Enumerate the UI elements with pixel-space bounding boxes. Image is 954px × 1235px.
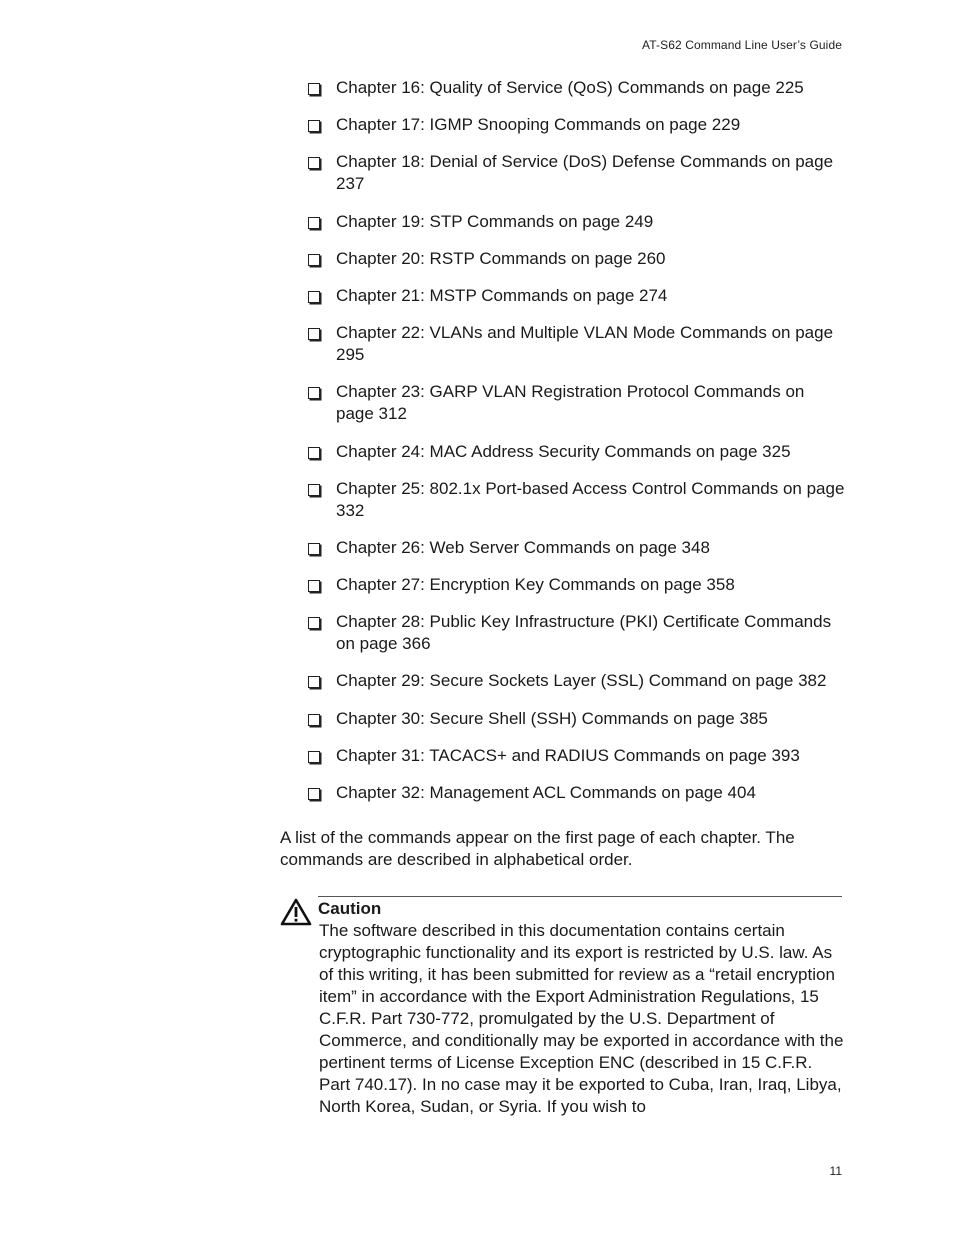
checkbox-icon bbox=[308, 543, 320, 555]
chapter-list-item bbox=[306, 211, 846, 233]
chapter-link-text[interactable]: Chapter 26: Web Server Commands on page 348 bbox=[336, 537, 710, 557]
checkbox-icon bbox=[308, 714, 320, 726]
chapter-list-item bbox=[306, 441, 846, 463]
chapter-list-item bbox=[306, 77, 846, 99]
checkbox-icon bbox=[308, 291, 320, 303]
chapter-link-text[interactable]: Chapter 23: GARP VLAN Registration Protocol Commands on page 312 bbox=[336, 382, 805, 424]
chapter-list-item bbox=[306, 611, 846, 655]
chapter-list-item bbox=[306, 537, 846, 559]
chapter-link-text[interactable]: Chapter 25: 802.1x Port-based Access Control Commands on page 332 bbox=[336, 478, 845, 520]
chapter-link-text[interactable]: Chapter 30: Secure Shell (SSH) Commands on page 385 bbox=[336, 708, 768, 728]
checkbox-icon bbox=[308, 120, 320, 132]
chapter-list-item bbox=[306, 151, 846, 195]
chapter-link-text[interactable]: Chapter 27: Encryption Key Commands on page 358 bbox=[336, 575, 735, 595]
checkbox-icon bbox=[308, 447, 320, 459]
page-number: 11 bbox=[829, 1164, 842, 1178]
checkbox-icon bbox=[308, 617, 320, 629]
chapter-list-item bbox=[306, 248, 846, 270]
chapter-link-text[interactable]: Chapter 19: STP Commands on page 249 bbox=[336, 211, 654, 231]
checkbox-icon bbox=[308, 387, 320, 399]
chapter-list-item bbox=[306, 708, 846, 730]
chapter-list-item bbox=[306, 574, 846, 596]
chapter-link-text[interactable]: Chapter 24: MAC Address Security Commands on page 325 bbox=[336, 441, 791, 461]
chapter-link-text[interactable]: Chapter 31: TACACS+ and RADIUS Commands on page 393 bbox=[336, 745, 800, 765]
caution-body: The software described in this documentation contains certain cryptographic functionality and its export is restricted by U.S. law. As of this writing, it has been submitted for review as a “retail encryption item” in accordance with the Export Administration Regulations, 15 C.F.R. Part 730-772, promulgated by the U.S. Department of Commerce, and conditionally may be exported in accordance with the pertinent terms of License Exception ENC (described in 15 C.F.R. Part 740.17). In no case may it be exported to Cuba, Iran, Iraq, Libya, North Korea, Sudan, or Syria. If you wish to bbox=[319, 921, 844, 1116]
chapter-link-text[interactable]: Chapter 21: MSTP Commands on page 274 bbox=[336, 285, 668, 305]
caution-heading: Caution bbox=[318, 899, 382, 918]
checkbox-icon bbox=[308, 484, 320, 496]
checkbox-icon bbox=[308, 328, 320, 340]
chapter-link-text[interactable]: Chapter 22: VLANs and Multiple VLAN Mode Commands on page 295 bbox=[336, 323, 834, 365]
chapter-list-item bbox=[306, 745, 846, 767]
chapter-list-item bbox=[306, 670, 846, 692]
chapter-list bbox=[306, 77, 846, 819]
chapter-link-text[interactable]: Chapter 17: IGMP Snooping Commands on page 229 bbox=[336, 115, 741, 135]
checkbox-icon bbox=[308, 676, 320, 688]
chapter-list-item bbox=[306, 381, 846, 425]
checkbox-icon bbox=[308, 788, 320, 800]
chapter-list-item bbox=[306, 285, 846, 307]
chapter-link-text[interactable]: Chapter 20: RSTP Commands on page 260 bbox=[336, 248, 666, 268]
checkbox-icon bbox=[308, 157, 320, 169]
chapter-link-text[interactable]: Chapter 16: Quality of Service (QoS) Commands on page 225 bbox=[336, 78, 804, 97]
chapter-list-item bbox=[306, 114, 846, 136]
caution-divider bbox=[318, 896, 842, 897]
checkbox-icon bbox=[308, 83, 320, 95]
checkbox-icon bbox=[308, 580, 320, 592]
checkbox-icon bbox=[308, 217, 320, 229]
chapter-list-item bbox=[306, 478, 846, 522]
running-header: AT-S62 Command Line User’s Guide bbox=[642, 38, 842, 52]
chapter-link-text[interactable]: Chapter 29: Secure Sockets Layer (SSL) Command on page 382 bbox=[336, 671, 827, 691]
warning-triangle-icon bbox=[280, 898, 312, 926]
chapter-list-item bbox=[306, 322, 846, 366]
chapter-link-text[interactable]: Chapter 32: Management ACL Commands on page 404 bbox=[336, 783, 756, 802]
chapter-list-item bbox=[306, 782, 846, 804]
intro-paragraph: A list of the commands appear on the first page of each chapter. The commands are described in alphabetical order. bbox=[280, 828, 795, 869]
chapter-link-text[interactable]: Chapter 28: Public Key Infrastructure (PKI) Certificate Commands on page 366 bbox=[336, 612, 832, 654]
checkbox-icon bbox=[308, 254, 320, 266]
chapter-link-text[interactable]: Chapter 18: Denial of Service (DoS) Defense Commands on page 237 bbox=[336, 152, 834, 194]
checkbox-icon bbox=[308, 751, 320, 763]
